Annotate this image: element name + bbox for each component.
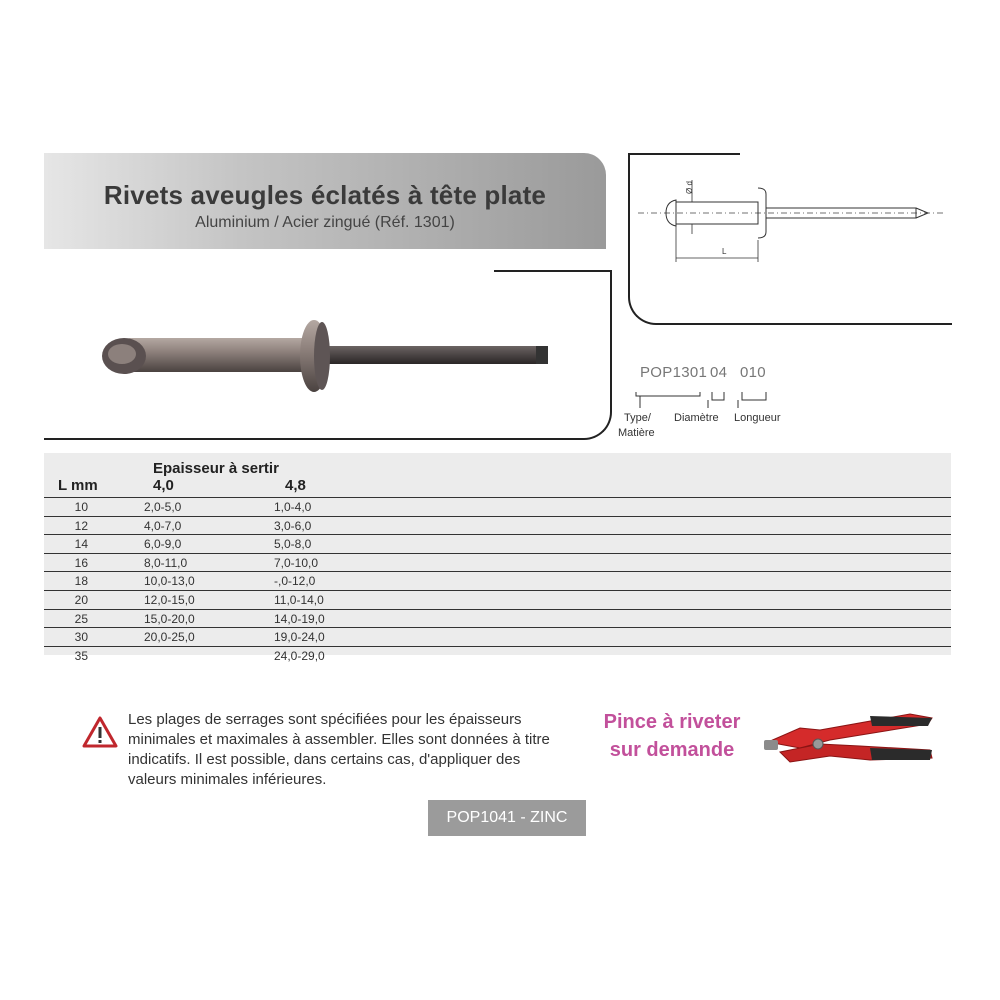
rivet-diagram [632,160,948,280]
table-header-d1: 4,0 [153,477,174,494]
diagram-dim-l: L [722,247,727,256]
warning-triangle-icon [82,716,118,748]
table-row: 16 8,0-11,0 7,0-10,0 [44,554,951,573]
riveting-pliers-promo [590,708,754,764]
code-type: POP1301 [640,364,708,381]
table-row: 10 2,0-5,0 1,0-4,0 [44,498,951,517]
rivet-pliers-image [760,704,940,774]
code-length: 010 [740,364,766,381]
label-type: Type/ [624,412,651,424]
label-diameter: Diamètre [674,412,719,424]
table-row: 14 6,0-9,0 5,0-8,0 [44,535,951,554]
table-header-length: L mm [58,477,98,494]
product-code-badge: POP1041 - ZINC [428,800,586,836]
page-title: Rivets aveugles éclatés à tête plate [103,180,547,210]
table-row: 35 24,0-29,0 [74,648,325,663]
table-row: 30 20,0-25,0 19,0-24,0 [44,628,951,647]
reference-code-legend [600,360,810,450]
table-row: 18 10,0-13,0 -,0-12,0 [44,572,951,591]
promo-line-2: sur demande [609,739,735,761]
table-row: 12 4,0-7,0 3,0-6,0 [44,517,951,536]
page-subtitle: Aluminium / Acier zingué (Réf. 1301) [195,214,455,231]
rivet-photo [100,308,560,408]
promo-line-1: Pince à riveter [603,711,741,733]
code-diameter: 04 [710,364,728,381]
label-material: Matière [618,427,655,439]
label-length: Longueur [734,412,781,424]
diagram-dim-d: Ø d [685,181,694,194]
table-row: 20 12,0-15,0 11,0-14,0 [44,591,951,610]
table-header-d2: 4,8 [285,477,306,494]
table-group-header: Epaisseur à sertir [153,460,279,477]
table-row: 25 15,0-20,0 14,0-19,0 [44,610,951,629]
thickness-table [44,497,951,664]
clamping-notice: Les plages de serrages sont spécifiées pour les épaisseurs minimales et maximales à assembler. Elles sont données à titre indicatifs. Il est possible, dans certains cas, d'appliquer des valeurs minimales inférieures. [128,711,550,788]
